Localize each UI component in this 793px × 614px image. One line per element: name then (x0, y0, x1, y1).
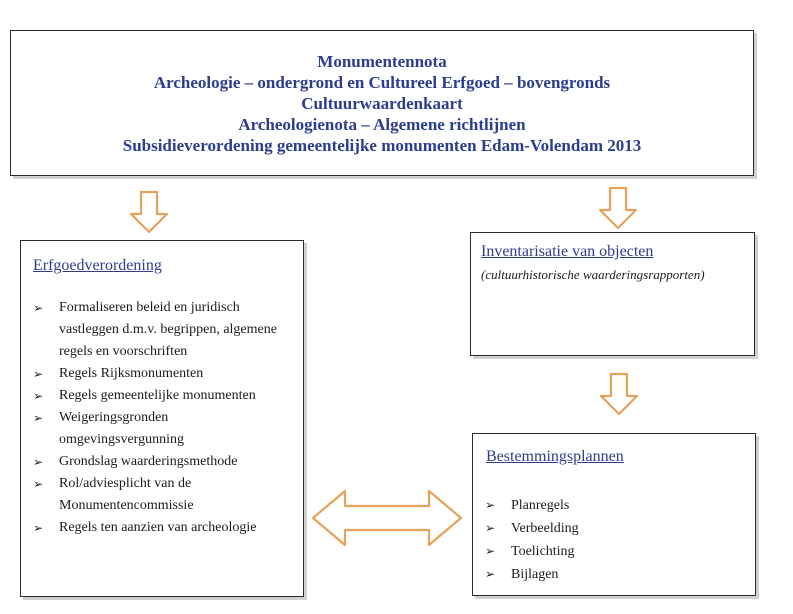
arrow-bullet-icon: ➢ (33, 477, 44, 491)
arrow-bullet-icon: ➢ (33, 411, 44, 425)
top-box (10, 30, 754, 176)
down-arrow-right-top (597, 186, 639, 230)
inventarisatie-box (470, 232, 755, 356)
list-item: ➢ Bijlagen (485, 563, 735, 586)
list-item: ➢ Regels gemeentelijke monumenten (33, 385, 295, 407)
list-item: ➢ Formaliseren beleid en juridisch vastleggen d.m.v. begrippen, algemene regels en voorschriften (33, 297, 295, 363)
bestemmingsplannen-title: Bestemmingsplannen (486, 448, 624, 465)
top-line-3: Cultuurwaardenkaart (301, 93, 463, 113)
top-line-2: Archeologie – ondergrond en Cultureel Erfgoed – bovengronds (153, 72, 611, 92)
list-item: ➢ Planregels (485, 494, 735, 517)
erfgoedverordening-list (33, 297, 295, 539)
down-arrow-left (128, 190, 170, 234)
list-item: ➢ Regels Rijksmonumenten (33, 363, 295, 385)
arrow-bullet-icon: ➢ (485, 498, 496, 512)
arrow-bullet-icon: ➢ (485, 544, 496, 558)
double-headed-arrow (311, 488, 463, 548)
list-item: ➢ Grondslag waarderingsmethode (33, 451, 295, 473)
bestemmingsplannen-list (485, 494, 735, 586)
list-item: ➢ Toelichting (485, 540, 735, 563)
top-line-1: Monumentennota (317, 51, 447, 71)
list-item: ➢ Regels ten aanzien van archeologie (33, 517, 295, 539)
arrow-bullet-icon: ➢ (33, 389, 44, 403)
list-item: ➢ Weigeringsgronden omgevingsvergunning (33, 407, 295, 451)
arrow-bullet-icon: ➢ (33, 367, 44, 381)
arrow-bullet-icon: ➢ (33, 455, 44, 469)
erfgoedverordening-box (20, 240, 304, 597)
list-item: ➢ Rol/adviesplicht van de Monumentencommissie (33, 473, 295, 517)
arrow-bullet-icon: ➢ (485, 567, 496, 581)
bestemmingsplannen-box (472, 433, 756, 596)
arrow-bullet-icon: ➢ (33, 301, 44, 315)
down-arrow-right-middle (598, 372, 640, 416)
list-item: ➢ Verbeelding (485, 517, 735, 540)
arrow-bullet-icon: ➢ (33, 521, 44, 535)
erfgoedverordening-title: Erfgoedverordening (33, 257, 162, 274)
top-line-4: Archeologienota – Algemene richtlijnen (238, 114, 526, 134)
arrow-bullet-icon: ➢ (485, 521, 496, 535)
top-line-5: Subsidieverordening gemeentelijke monumenten Edam-Volendam 2013 (122, 135, 642, 155)
inventarisatie-subtitle: (cultuurhistorische waarderingsrapporten) (481, 267, 705, 282)
inventarisatie-title: Inventarisatie van objecten (481, 243, 654, 260)
